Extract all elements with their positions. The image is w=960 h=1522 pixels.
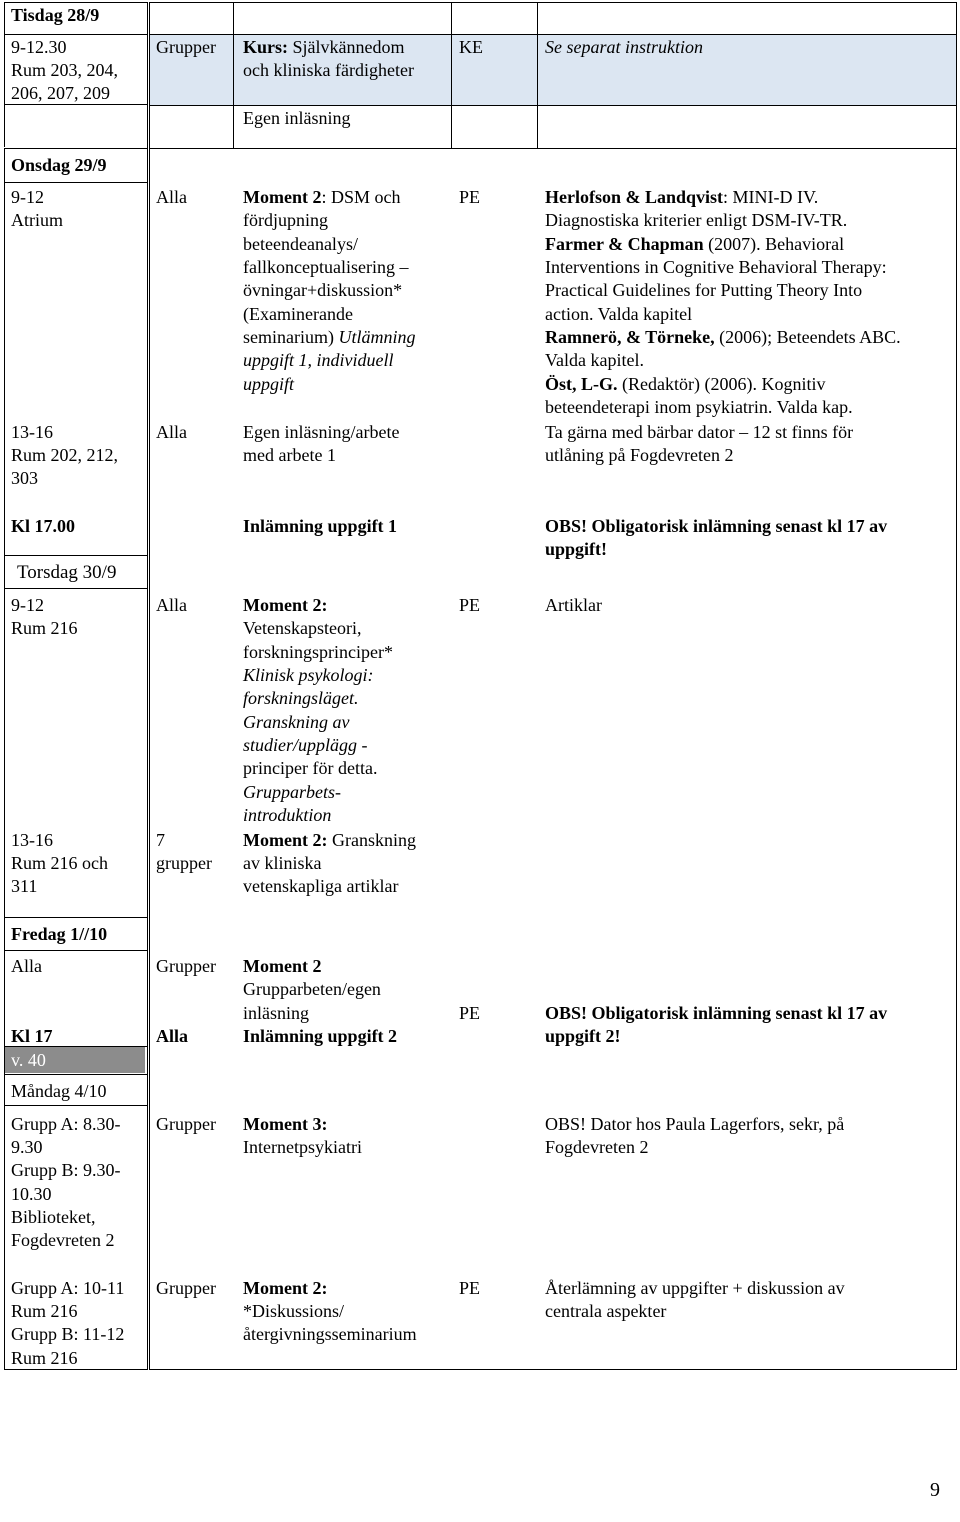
moment-onsdag-line8: uppgift <box>243 374 295 394</box>
ref-ramnero-line2: Valda kapitel. <box>545 350 644 370</box>
ref-farmer-line3: Practical Guidelines for Putting Theory Into <box>545 280 863 300</box>
group-tisdag: Grupper <box>156 37 216 57</box>
moment-torsdag-line2: forskningsprinciper* <box>243 642 393 662</box>
deadline1-obs-line2: uppgift! <box>545 539 608 559</box>
teacher-onsdag: PE <box>459 187 481 207</box>
work-onsdag-line2: med arbete 1 <box>243 445 336 465</box>
group-torsdag-2a: 7 <box>156 830 165 850</box>
moment-fredag-line2: inläsning <box>243 1003 309 1023</box>
week-label: v. 40 <box>11 1050 46 1070</box>
moment-torsdag-line7: principer för detta. <box>243 758 378 778</box>
moment-torsdag-line4: forskningsläget. <box>243 688 359 708</box>
time-onsdag-2c: 303 <box>11 468 38 488</box>
ref-ost-line2: beteendeterapi inom psykiatrin. Valda kap. <box>545 397 853 417</box>
laptop-note-line1: Ta gärna med bärbar dator – 12 st finns för <box>545 422 854 442</box>
group-mandag-1: Grupper <box>156 1114 216 1134</box>
teacher-torsdag: PE <box>459 595 481 615</box>
deadline2-obs: OBS! Obligatorisk inlämning senast kl 17 av <box>545 1003 888 1023</box>
moment-onsdag-line6: seminarium) Utlämning <box>243 327 416 347</box>
moment-onsdag-line1: fördjupning <box>243 210 328 230</box>
page-number: 9 <box>930 1479 940 1501</box>
note-mandag-line2: Fogdevreten 2 <box>545 1137 649 1157</box>
moment-onsdag-line4: övningar+diskussion* <box>243 280 403 300</box>
note-mandag: OBS! Dator hos Paula Lagerfors, sekr, på <box>545 1114 845 1134</box>
time-mandag-2d: Rum 216 <box>11 1348 78 1368</box>
moment-onsdag-line2: beteendeanalys/ <box>243 234 358 254</box>
day-label-mandag: Måndag 4/10 <box>11 1081 107 1101</box>
return-note-line1: Återlämning av uppgifter + diskussion av <box>545 1278 845 1298</box>
day-label-tisdag: Tisdag 28/9 <box>11 5 100 25</box>
time-torsdag-2b: Rum 216 och <box>11 853 108 873</box>
time-onsdag-1a: 9-12 <box>11 187 44 207</box>
moment-torsdag-line6: studier/upplägg - <box>243 735 368 755</box>
group-onsdag-2: Alla <box>156 422 187 442</box>
teacher-fredag: PE <box>459 1003 481 1023</box>
day-label-fredag: Fredag 1//10 <box>11 924 108 944</box>
work-onsdag-line1: Egen inläsning/arbete <box>243 422 400 442</box>
ref-herlofson: Herlofson & Landqvist: MINI-D IV. <box>545 187 819 207</box>
time-mandag-2b: Rum 216 <box>11 1301 78 1321</box>
moment-torsdag: Moment 2: <box>243 595 328 615</box>
deadline2-label: Inlämning uppgift 2 <box>243 1026 398 1046</box>
time-mandag-1b: 9.30 <box>11 1137 43 1157</box>
group-fredag-2: Alla <box>156 1026 189 1046</box>
moment-torsdag-line3: Klinisk psykologi: <box>243 665 374 685</box>
moment-onsdag-line5: (Examinerande <box>243 304 353 324</box>
teacher-tisdag: KE <box>459 37 483 57</box>
deadline1-obs: OBS! Obligatorisk inlämning senast kl 17 av <box>545 516 888 536</box>
return-note-line2: centrala aspekter <box>545 1301 667 1321</box>
self-study-tisdag: Egen inläsning <box>243 108 351 128</box>
deadline2-time: Kl 17 <box>11 1026 53 1046</box>
ref-farmer-line2: Interventions in Cognitive Behavioral Therapy: <box>545 257 887 277</box>
moment-mandag: Moment 3: <box>243 1114 328 1134</box>
day-label-onsdag: Onsdag 29/9 <box>11 155 107 175</box>
time-mandag-1f: Fogdevreten 2 <box>11 1230 115 1250</box>
moment2-mandag: Moment 2: <box>243 1278 328 1298</box>
moment-fredag: Moment 2 <box>243 956 322 976</box>
time-torsdag-1a: 9-12 <box>11 595 44 615</box>
group-onsdag-1: Alla <box>156 187 187 207</box>
time-mandag-1a: Grupp A: 8.30- <box>11 1114 121 1134</box>
moment-torsdag-line5: Granskning av <box>243 712 350 732</box>
moment2-mandag-line1: *Diskussions/ <box>243 1301 345 1321</box>
time-mandag-2c: Grupp B: 11-12 <box>11 1324 125 1344</box>
moment-onsdag-line3: fallkonceptualisering – <box>243 257 409 277</box>
note-tisdag: Se separat instruktion <box>545 37 703 57</box>
moment-onsdag: Moment 2: DSM och <box>243 187 401 207</box>
time-tisdag-1: 9-12.30 <box>11 37 67 57</box>
time-mandag-1e: Biblioteket, <box>11 1207 96 1227</box>
who-fredag: Alla <box>11 956 42 976</box>
time-onsdag-2a: 13-16 <box>11 422 53 442</box>
time-onsdag-1b: Atrium <box>11 210 63 230</box>
moment-onsdag-line7: uppgift 1, individuell <box>243 350 394 370</box>
time-mandag-1d: 10.30 <box>11 1184 52 1204</box>
deadline1-label: Inlämning uppgift 1 <box>243 516 398 536</box>
ref-herlofson-line2: Diagnostiska kriterier enligt DSM-IV-TR. <box>545 210 848 230</box>
group-fredag: Grupper <box>156 956 216 976</box>
time-mandag-2a: Grupp A: 10-11 <box>11 1278 125 1298</box>
course-title: Kurs: Självkännedom <box>243 37 405 57</box>
moment-fredag-line1: Grupparbeten/egen <box>243 979 381 999</box>
time-torsdag-1b: Rum 216 <box>11 618 78 638</box>
deadline2-obs-line2: uppgift 2! <box>545 1026 621 1046</box>
day-label-torsdag: Torsdag 30/9 <box>17 562 117 583</box>
moment-torsdag-line8: Grupparbets- <box>243 782 341 802</box>
ref-ramnero: Ramnerö, & Törneke, (2006); Beteendets ABC. <box>545 327 901 347</box>
time-mandag-1c: Grupp B: 9.30- <box>11 1160 121 1180</box>
deadline1-time: Kl 17.00 <box>11 516 76 536</box>
time-tisdag-3: 206, 207, 209 <box>11 83 110 103</box>
group-torsdag-2b: grupper <box>156 853 212 873</box>
moment2-torsdag-line1: av kliniska <box>243 853 322 873</box>
moment2-mandag-line2: återgivningsseminarium <box>243 1324 417 1344</box>
moment-torsdag-line1: Vetenskapsteori, <box>243 618 362 638</box>
moment2-torsdag-line2: vetenskapliga artiklar <box>243 876 399 896</box>
time-torsdag-2c: 311 <box>11 876 38 896</box>
moment-torsdag-line9: introduktion <box>243 805 332 825</box>
moment-mandag-line1: Internetpsykiatri <box>243 1137 362 1157</box>
time-onsdag-2b: Rum 202, 212, <box>11 445 119 465</box>
time-tisdag-2: Rum 203, 204, <box>11 60 119 80</box>
ref-farmer: Farmer & Chapman (2007). Behavioral <box>545 234 845 254</box>
course-title-line2: och kliniska färdigheter <box>243 60 414 80</box>
laptop-note-line2: utlåning på Fogdevreten 2 <box>545 445 734 465</box>
moment2-torsdag: Moment 2: Granskning <box>243 830 416 850</box>
note-torsdag: Artiklar <box>545 595 602 615</box>
group-torsdag-1: Alla <box>156 595 187 615</box>
ref-farmer-line4: action. Valda kapitel <box>545 304 693 324</box>
group-mandag-2: Grupper <box>156 1278 216 1298</box>
ref-ost: Öst, L-G. (Redaktör) (2006). Kognitiv <box>545 374 826 394</box>
teacher-mandag: PE <box>459 1278 481 1298</box>
time-torsdag-2a: 13-16 <box>11 830 53 850</box>
